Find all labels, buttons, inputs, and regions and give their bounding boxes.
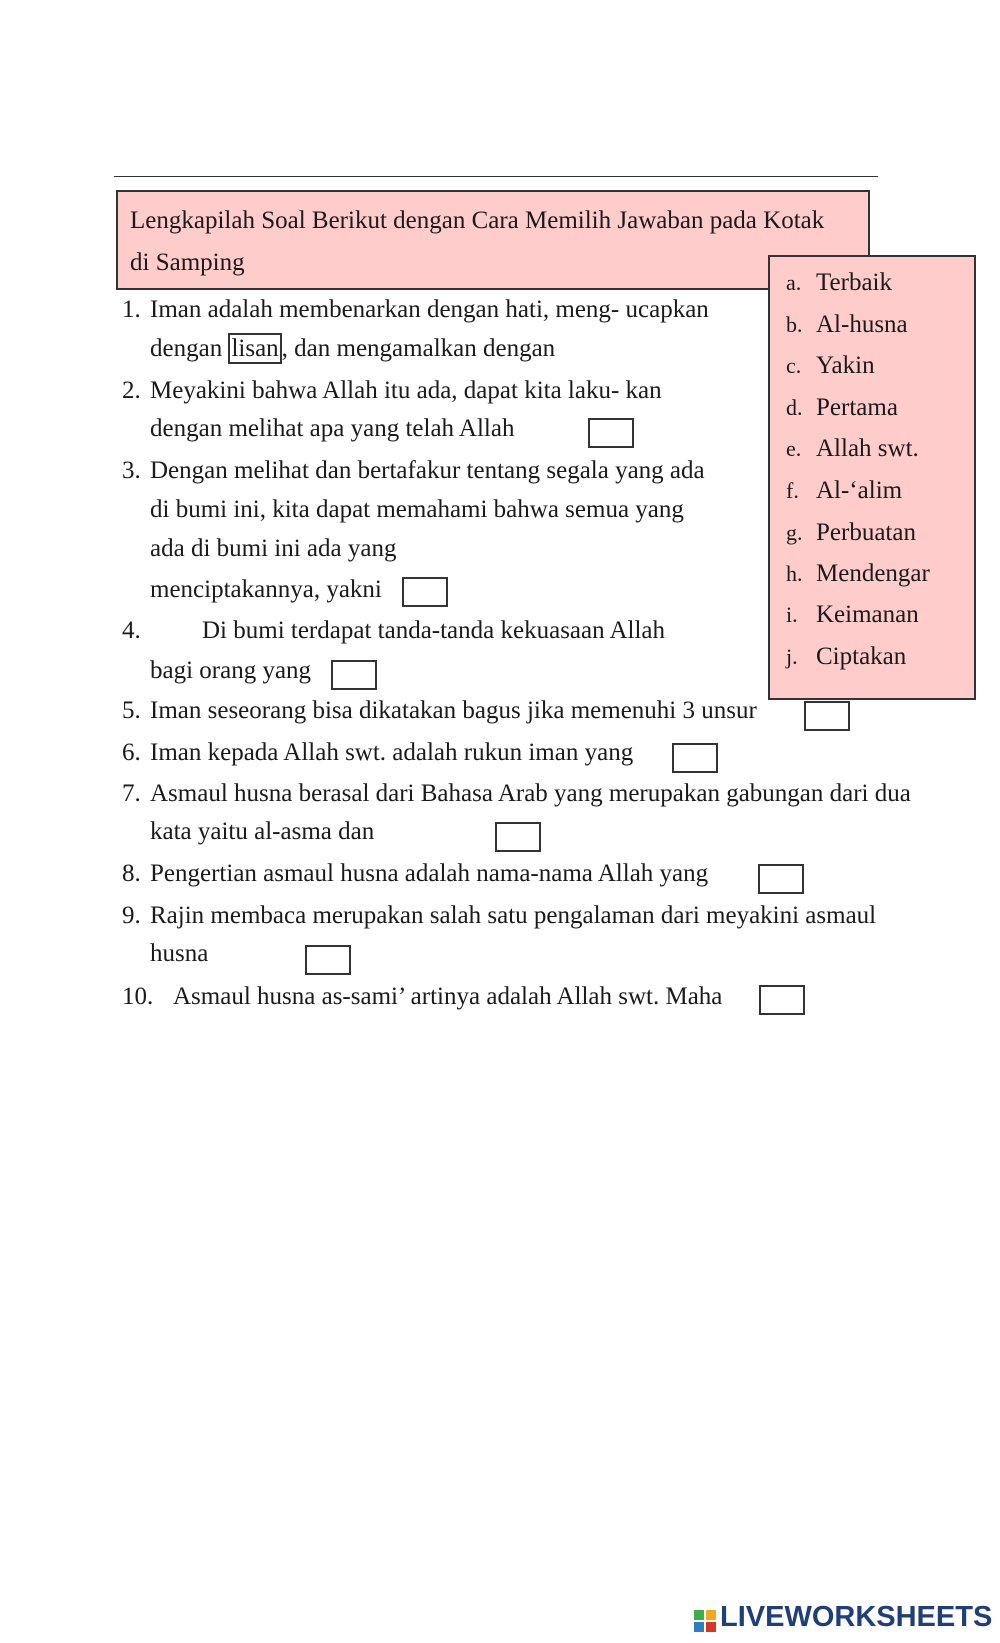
question-2-line-1: Meyakini bahwa Allah itu ada, dapat kita laku- kan [150,377,662,404]
instruction-box [116,190,870,290]
option-f: f. Al-‘alim [786,477,903,504]
top-divider [114,176,878,177]
liveworksheets-logo-icon [694,1610,716,1632]
question-2-line-2: dengan melihat apa yang telah Allah [150,415,515,442]
question-6-line-1: Iman kepada Allah swt. adalah rukun iman yang [150,739,634,766]
option-e: e. Allah swt. [786,435,919,462]
question-9-number: 9. [122,902,141,929]
question-9-line-2: husna [150,940,209,967]
question-6-number: 6. [122,739,141,766]
option-b: b. Al-husna [786,311,908,338]
question-8-number: 8. [122,860,141,887]
question-4-number: 4. [122,617,141,644]
answer-options-box [768,255,976,700]
option-c: c. Yakin [786,352,875,379]
option-d: d. Pertama [786,394,898,421]
option-i: i. Keimanan [786,601,919,628]
answer-box-9[interactable] [305,945,351,975]
answer-box-10[interactable] [759,985,805,1015]
answer-box-5[interactable] [804,701,850,731]
answer-box-3[interactable] [402,577,448,607]
question-4-line-1: Di bumi terdapat tanda-tanda kekuasaan Allah [202,617,666,644]
answer-box-7[interactable] [495,822,541,852]
question-3-line-2: di bumi ini, kita dapat memahami bahwa semua yang [150,496,684,523]
question-3-line-3: ada di bumi ini ada yang [150,535,397,562]
question-3-number: 3. [122,457,141,484]
question-5-line-1: Iman seseorang bisa dikatakan bagus jika memenuhi 3 unsur [150,697,757,724]
instruction-line-1: Lengkapilah Soal Berikut dengan Cara Memilih Jawaban pada Kotak [130,207,825,234]
question-3-line-4: menciptakannya, yakni [150,576,382,603]
question-1-line-1: Iman adalah membenarkan dengan hati, meng- ucapkan [150,296,709,323]
answer-box-1[interactable]: lisan [228,333,281,364]
question-3-line-1: Dengan melihat dan bertafakur tentang segala yang ada [150,457,705,484]
option-a: a. Terbaik [786,269,892,296]
question-5-number: 5. [122,697,141,724]
question-8-line-1: Pengertian asmaul husna adalah nama-nama Allah yang [150,860,709,887]
question-10-line-1: Asmaul husna as-sami’ artinya adalah Allah swt. Maha [173,983,723,1010]
option-j: j. Ciptakan [786,643,907,670]
question-10-number: 10. [122,983,154,1010]
answer-box-2[interactable] [588,418,634,448]
answer-box-6[interactable] [672,743,718,773]
liveworksheets-brand: LIVEWORKSHEETS [720,1601,993,1633]
option-g: g. Perbuatan [786,519,916,546]
question-7-line-1: Asmaul husna berasal dari Bahasa Arab yang merupakan gabungan dari dua [150,780,911,807]
question-7-line-2: kata yaitu al-asma dan [150,818,375,845]
question-4-line-2: bagi orang yang [150,657,312,684]
question-9-line-1: Rajin membaca merupakan salah satu pengalaman dari meyakini asmaul [150,902,877,929]
question-1-number: 1. [122,296,141,323]
instruction-line-2: di Samping [130,249,245,276]
answer-box-4[interactable] [331,660,377,690]
answer-box-8[interactable] [758,864,804,894]
question-7-number: 7. [122,780,141,807]
question-1-line-2: dengan lisan , dan mengamalkan dengan [150,335,556,362]
question-2-number: 2. [122,377,141,404]
option-h: h. Mendengar [786,560,930,587]
